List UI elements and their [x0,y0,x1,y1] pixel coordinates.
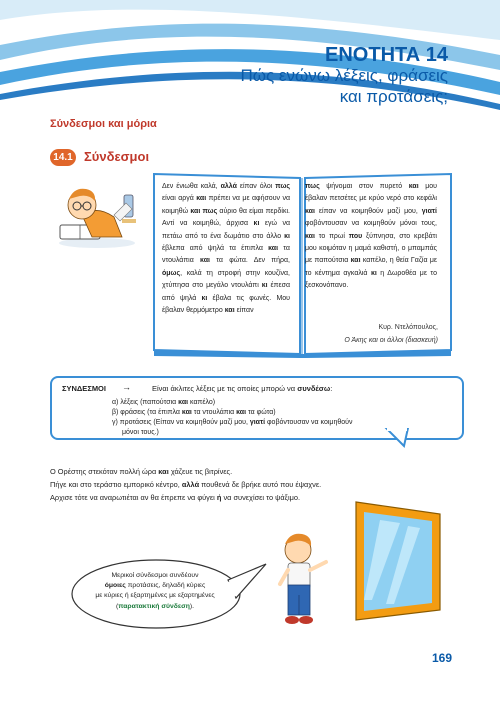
boy-at-shop-window-illustration [268,500,448,650]
book-text-segment: έπεσα από ψηλά [162,282,290,302]
book-text-segment: το πρωί [314,232,349,240]
connector-word: κι [201,294,208,302]
definition-text-part: Είναι άκλιτες λέξεις με τις οποίες μπορώ να [152,384,298,393]
book-text-segment: αύριο θα είμαι περδίκι. Αντί να κοιμηθώ, άρχισα [162,207,290,228]
connector-word: κι [261,282,268,290]
book-text-segment: Δεν ένιωθα καλά, [162,183,221,190]
connector-word: κι [370,269,377,277]
connector-word: και [190,207,201,215]
lesson-title: Σύνδεσμοι [84,149,150,164]
connector-word: όμως [162,269,181,277]
book-text-segment: έβαλα τις φωνές. Μου έβαλαν θερμόμετρο [162,294,290,315]
book-text-left [162,181,290,317]
unit-title: ΕΝΟΤΗΤΑ 14 [325,44,448,66]
arrow-right-icon: → [122,382,131,392]
attribution-source: Ο Άκης και οι άλλοι (διασκευή) [344,337,438,344]
story-line-1: Ο Ορέστης στεκόταν πολλή ώρα και χάζευε τις βιτρίνες. [50,467,233,476]
book-text-segment: η Δωροθέα με το ξεσκονόπανο. [305,269,437,290]
connector-word: και [196,195,207,203]
book-text-segment: είπαν όλοι [236,183,276,190]
definition-item-sentences: γ) προτάσεις (Είπαν να κοιμηθούν μαζί μου, γιατί φοβόντουσαν να κοιμηθούν [112,419,353,426]
attribution-author: Κυρ. Ντελόπουλος, [378,324,438,331]
definition-box-tail [384,428,410,448]
book-text-segment: ξύπνησα, στο κρεβάτι μου κοιμόταν η μαμά καθιστή, ο μπαμπάς με παπούτσια [305,232,437,265]
connector-word: κι [284,232,290,240]
connector-word: πως [275,183,291,190]
story-line-3: Αρχισε τότε να αναρωτιέται αν θα έπρεπε να φύγει ή να συνεχίσει το ψάξιμο. [50,493,301,502]
connector-word: και [268,245,279,253]
definition-item-phrases: β) φράσεις (τα έπιπλα και τα ντουλάπια και τα φώτα) [112,409,276,416]
book-text-segment: τα φώτα. Δεν πήρα, [209,257,290,265]
page-number: 169 [432,651,453,665]
definition-item-words: α) λέξεις (παπούτσια και καπέλο) [112,399,216,406]
connector-word: πως [305,183,320,190]
book-text-segment: , καλά τη στροφή στην κουζίνα, χτύπησα στο μεγάλο ντουλάπι [162,269,290,290]
section-heading: Σύνδεσμοι και μόρια [50,118,157,130]
story-line-2: Πήγε και στο τεράστιο εμπορικό κέντρο, αλλά πουθενά δε βρήκε αυτό που έψαχνε. [50,480,322,489]
connector-word: που [348,232,363,240]
book-text-segment: ψήνομαι στον πυρετό [319,183,409,190]
book-text-segment: είπαν να κοιμηθούν μαζί μου, [314,207,422,215]
connector-word: γιατί [421,207,437,215]
connector-word: και [224,307,235,315]
connector-word: πως [202,207,218,215]
connector-word: και [408,183,419,190]
connector-word: κι [253,220,260,228]
book-text-segment: είναι αργά [162,195,197,203]
connector-word: και [200,257,210,265]
book-text-segment: καπέλο, η θεία Γαζία με το κέντημα αγκαλιά [305,257,437,277]
book-text-segment: φοβόντουσαν να κοιμηθούν μόνοι τους, [305,220,437,228]
lesson-number-badge: 14.1 [50,149,76,166]
definition-keyword: συνδέσω [297,384,331,393]
book-text-segment: έβλεπα από ψηλά τα έπιπλα [162,245,269,253]
child-reading-illustration [52,175,142,250]
book-text-segment: εγώ να πετάω από το ένα δωμάτιο στο άλλο [162,220,290,240]
definition-text-part: : [330,384,333,393]
speech-bubble-text: Μερικοί σύνδεσμοι συνδέουν όμοιες προτάσεις, δηλαδή κύριες με κύριες ή εξαρτημένες με εξαρτημένες (παρατακτική σύνδεση). [95,572,215,610]
book-text-segment: μου έβαλαν πετσέτες με κρύο νερό στο κεφάλι [305,183,437,203]
definition-term: ΣΥΝΔΕΣΜΟΙ [62,384,106,393]
book-text-segment: είπαν [234,307,254,315]
definition-text [152,384,332,393]
book-text-segment: τα ντουλάπια [162,245,290,265]
connector-word: και [350,257,361,265]
connector-word: και [305,232,315,240]
definition-item-sentences-cont: μόνοι τους.) [122,429,159,436]
unit-subtitle-line1: Πώς ενώνω λέξεις, φράσεις [240,66,448,85]
unit-subtitle-line2: και προτάσεις; [339,87,448,106]
book-text-right [305,181,437,293]
connector-word: και [305,207,315,215]
connector-word: αλλά [220,183,237,190]
book-text-segment: πρέπει να με αφήσουν να κοιμηθώ [162,195,290,215]
